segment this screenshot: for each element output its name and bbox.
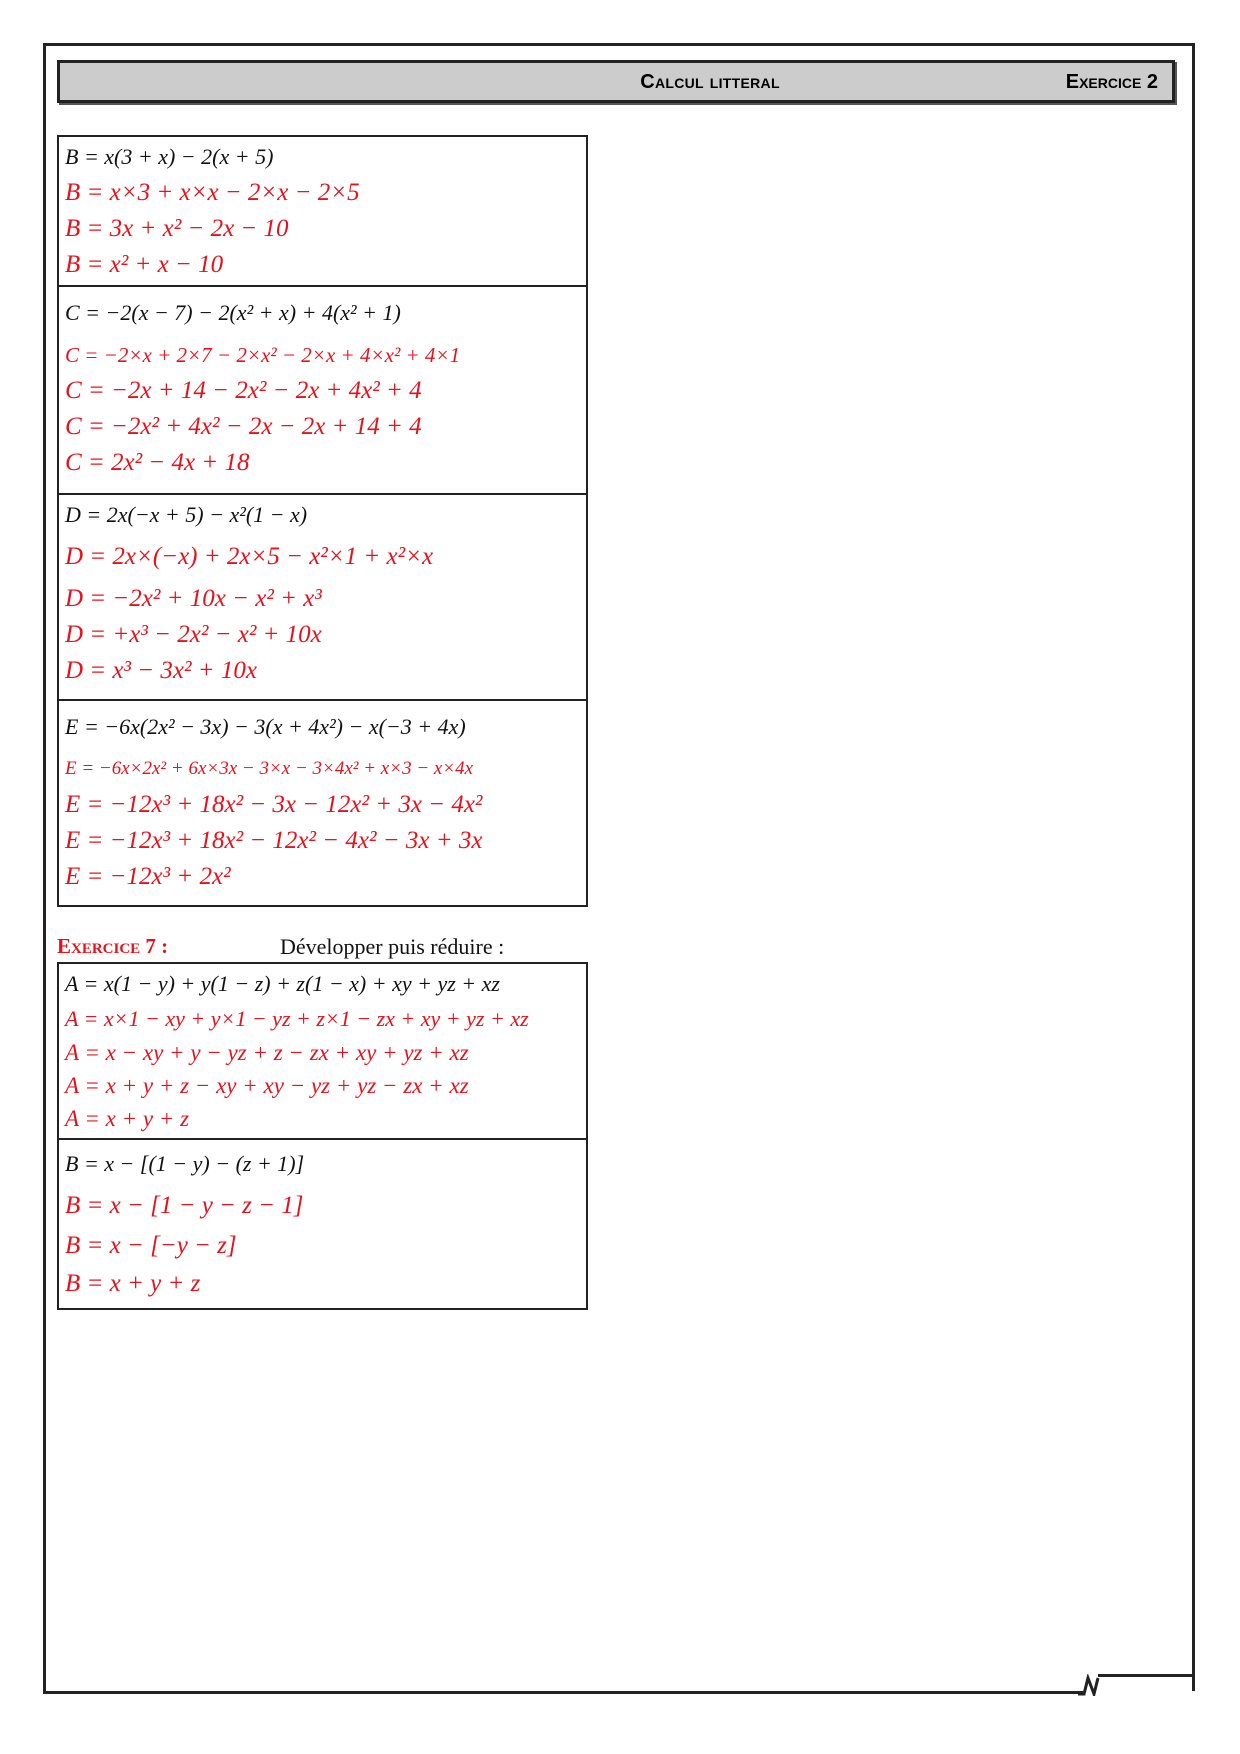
expression-line: E = −6x×2x² + 6x×3x − 3×x − 3×4x² + x×3 − x×4x xyxy=(65,758,474,779)
header-bar xyxy=(57,60,1175,103)
expression-line: C = 2x² − 4x + 18 xyxy=(65,449,250,476)
expression-line: C = −2(x − 7) − 2(x² + x) + 4(x² + 1) xyxy=(65,300,401,325)
expression-line: D = 2x×(−x) + 2x×5 − x²×1 + x²×x xyxy=(65,543,434,570)
solution-table-1 xyxy=(57,135,588,907)
header-exercise: Exercice 2 xyxy=(1065,71,1158,93)
expression-line: B = x + y + z xyxy=(65,1270,201,1297)
expression-line: C = −2×x + 2×7 − 2×x² − 2×x + 4×x² + 4×1 xyxy=(65,343,461,367)
expression-line: A = x + y + z − xy + xy − yz + yz − zx + xz xyxy=(65,1073,469,1098)
expression-c-cell xyxy=(59,287,586,495)
expression-line: D = −2x² + 10x − x² + x³ xyxy=(65,585,322,612)
expression-a-cell xyxy=(59,964,586,1140)
expression-b2-cell xyxy=(59,1140,586,1308)
exercise-7-title: Exercice 7 : xyxy=(57,934,169,958)
expression-b-cell xyxy=(59,137,586,287)
expression-line: E = −6x(2x² − 3x) − 3(x + 4x²) − x(−3 + 4x) xyxy=(65,714,466,739)
header-title: Calcul litteral xyxy=(640,71,780,93)
page-frame-bottom-right xyxy=(1098,1674,1195,1677)
expression-line: B = x − [(1 − y) − (z + 1)] xyxy=(65,1151,305,1176)
expression-line: B = 3x + x² − 2x − 10 xyxy=(65,215,289,242)
expression-line: E = −12x³ + 18x² − 12x² − 4x² − 3x + 3x xyxy=(65,827,483,854)
expression-line: E = −12x³ + 2x² xyxy=(65,863,231,890)
expression-line: B = x(3 + x) − 2(x + 5) xyxy=(65,144,274,169)
expression-line: D = 2x(−x + 5) − x²(1 − x) xyxy=(65,502,308,527)
solution-table-2 xyxy=(57,962,588,1310)
page-corner-mark xyxy=(1076,1674,1102,1696)
expression-line: B = x×3 + x×x − 2×x − 2×5 xyxy=(65,179,360,206)
expression-line: D = x³ − 3x² + 10x xyxy=(65,657,257,684)
expression-line: A = x×1 − xy + y×1 − yz + z×1 − zx + xy + yz + xz xyxy=(65,1006,529,1031)
expression-d-cell xyxy=(59,495,586,701)
expression-line: C = −2x + 14 − 2x² − 2x + 4x² + 4 xyxy=(65,377,422,404)
expression-line: D = +x³ − 2x² − x² + 10x xyxy=(65,621,322,648)
expression-e-cell xyxy=(59,701,586,905)
page-frame-bottom xyxy=(43,1691,1083,1694)
expression-line: B = x − [1 − y − z − 1] xyxy=(65,1192,304,1219)
expression-line: C = −2x² + 4x² − 2x − 2x + 14 + 4 xyxy=(65,413,422,440)
expression-line: A = x − xy + y − yz + z − zx + xy + yz + xz xyxy=(65,1040,469,1065)
expression-line: B = x − [−y − z] xyxy=(65,1232,237,1259)
exercise-7-instruction: Développer puis réduire : xyxy=(280,934,505,959)
expression-line: A = x + y + z xyxy=(65,1106,190,1131)
expression-line: A = x(1 − y) + y(1 − z) + z(1 − x) + xy + yz + xz xyxy=(65,971,500,996)
expression-line: B = x² + x − 10 xyxy=(65,251,224,278)
expression-line: E = −12x³ + 18x² − 3x − 12x² + 3x − 4x² xyxy=(65,791,483,818)
